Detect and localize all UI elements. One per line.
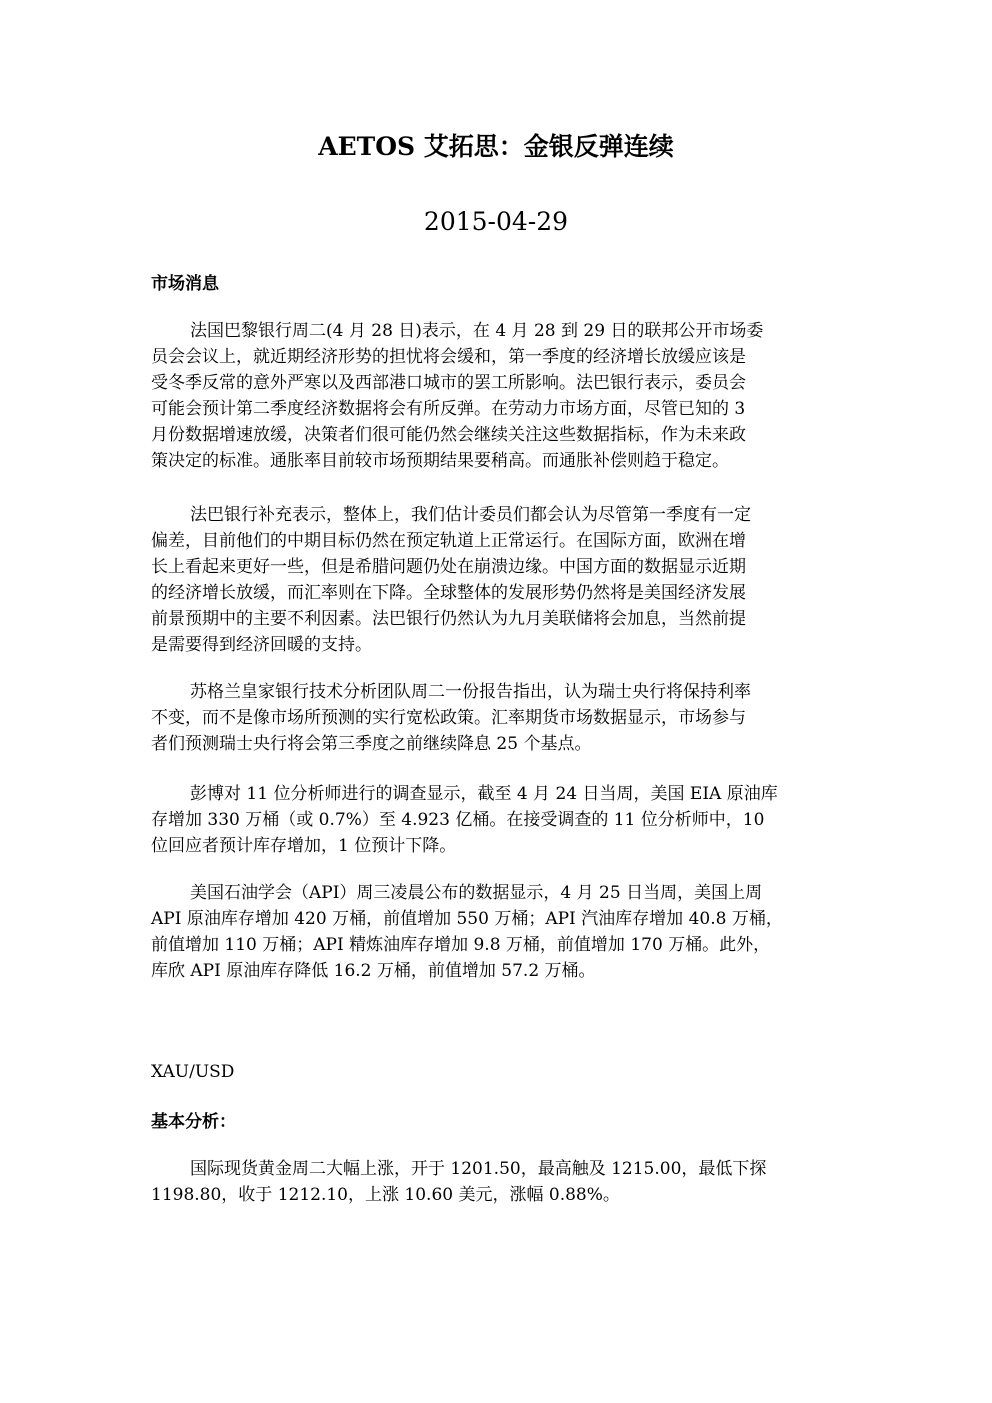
paragraph-line: 苏格兰皇家银行技术分析团队周二一份报告指出，认为瑞士央行将保持利率	[190, 682, 751, 702]
paragraph	[151, 679, 851, 757]
paragraph-line: 者们预测瑞士央行将会第三季度之前继续降息 25 个基点。	[151, 734, 592, 754]
paragraph-line: 员会会议上，就近期经济形势的担忧将会缓和，第一季度的经济增长放缓应该是	[151, 347, 746, 367]
paragraph-line: 库欣 API 原油库存降低 16.2 万桶，前值增加 57.2 万桶。	[151, 961, 596, 981]
document-title: AETOS 艾拓思：金银反弹连续	[318, 132, 674, 161]
paragraph	[151, 1156, 851, 1208]
paragraph-line: 法国巴黎银行周二(4 月 28 日)表示，在 4 月 28 到 29 日的联邦公开市场委	[190, 321, 764, 341]
section-heading-basic-analysis: 基本分析：	[151, 1112, 236, 1132]
paragraph-line: 法巴银行补充表示，整体上，我们估计委员们都会认为尽管第一季度有一定	[190, 505, 751, 525]
paragraph-line: 不变，而不是像市场所预测的实行宽松政策。汇率期货市场数据显示，市场参与	[151, 708, 746, 728]
section-symbol-xau-usd: XAU/USD	[151, 1062, 235, 1082]
paragraph-line: 存增加 330 万桶（或 0.7%）至 4.923 亿桶。在接受调查的 11 位分析师中，10	[151, 810, 765, 830]
paragraph-line: 偏差，目前他们的中期目标仍然在预定轨道上正常运行。在国际方面，欧洲在增	[151, 531, 746, 551]
paragraph-line: API 原油库存增加 420 万桶，前值增加 550 万桶；API 汽油库存增加 40.8 万桶，	[151, 909, 783, 929]
paragraph-line: 前景预期中的主要不利因素。法巴银行仍然认为九月美联储将会加息，当然前提	[151, 609, 746, 629]
paragraph-line: 美国石油学会（API）周三凌晨公布的数据显示，4 月 25 日当周，美国上周	[190, 883, 763, 903]
paragraph-line: 受冬季反常的意外严寒以及西部港口城市的罢工所影响。法巴银行表示，委员会	[151, 373, 746, 393]
paragraph-line: 1198.80，收于 1212.10，上涨 10.60 美元，涨幅 0.88%。	[151, 1185, 620, 1205]
paragraph-line: 长上看起来更好一些，但是希腊问题仍处在崩溃边缘。中国方面的数据显示近期	[151, 557, 746, 577]
paragraph-line: 可能会预计第二季度经济数据将会有所反弹。在劳动力市场方面，尽管已知的 3	[151, 399, 746, 419]
paragraph-line: 是需要得到经济回暖的支持。	[151, 635, 372, 655]
paragraph-line: 前值增加 110 万桶；API 精炼油库存增加 9.8 万桶，前值增加 170 万桶。此外，	[151, 935, 771, 955]
paragraph	[151, 880, 851, 984]
paragraph	[151, 781, 851, 859]
paragraph-line: 策决定的标准。通胀率目前较市场预期结果要稍高。而通胀补偿则趋于稳定。	[151, 451, 729, 471]
section-heading-market-news: 市场消息	[151, 274, 219, 294]
paragraph-line: 的经济增长放缓，而汇率则在下降。全球整体的发展形势仍然将是美国经济发展	[151, 583, 746, 603]
paragraph-line: 月份数据增速放缓，决策者们很可能仍然会继续关注这些数据指标，作为未来政	[151, 425, 746, 445]
paragraph	[151, 502, 851, 658]
paragraph-line: 彭博对 11 位分析师进行的调查显示，截至 4 月 24 日当周，美国 EIA 原油库	[190, 784, 778, 804]
paragraph-line: 位回应者预计库存增加，1 位预计下降。	[151, 836, 457, 856]
paragraph-line: 国际现货黄金周二大幅上涨，开于 1201.50，最高触及 1215.00，最低下探	[190, 1159, 767, 1179]
document-date: 2015-04-29	[423, 207, 569, 236]
paragraph	[151, 318, 851, 474]
